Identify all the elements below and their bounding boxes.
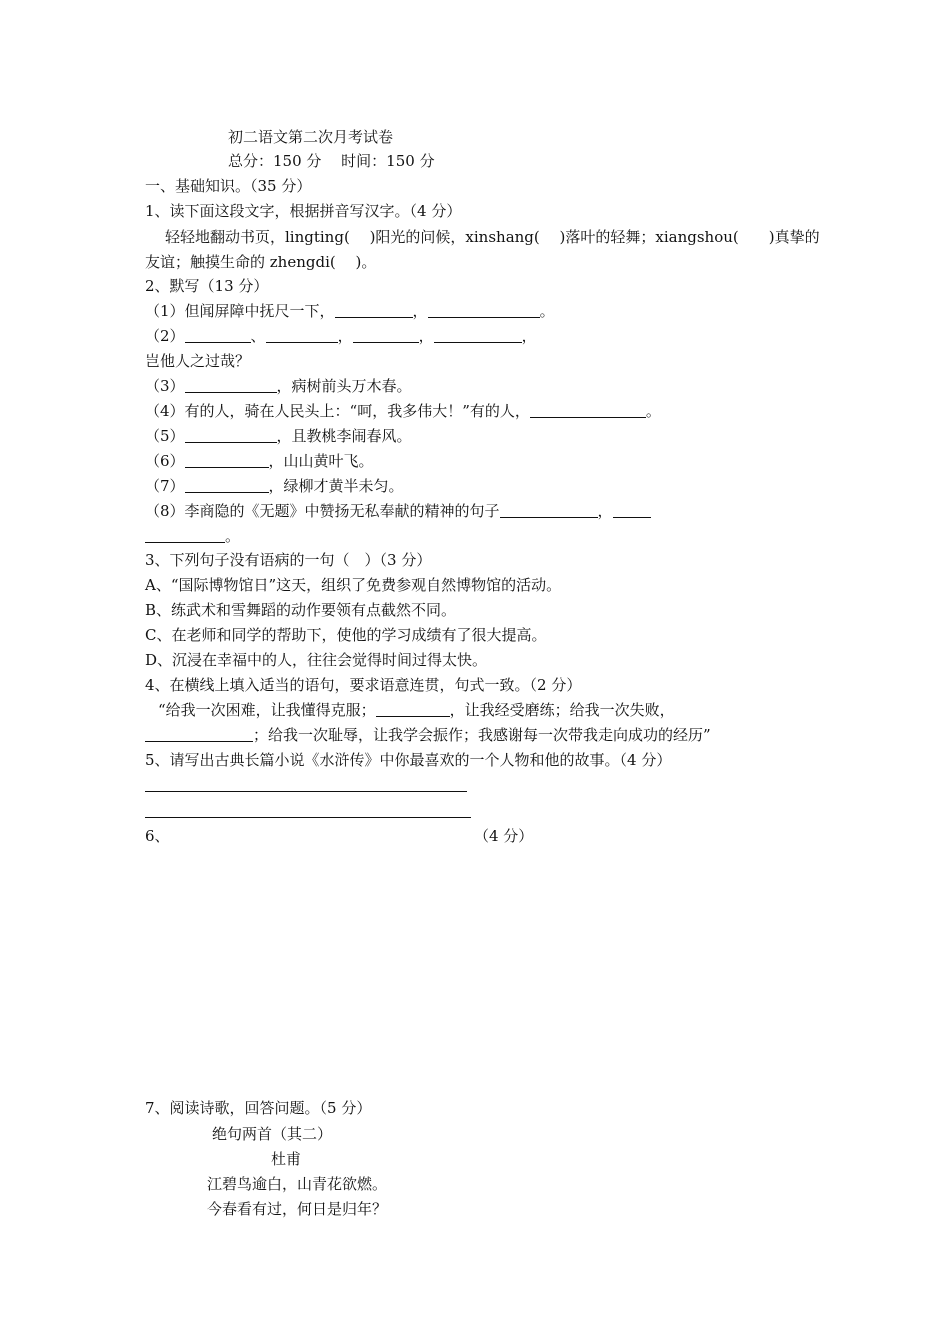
period: 。 xyxy=(225,527,241,545)
q2-item-5 xyxy=(145,426,412,446)
poem-verse-2: 今春看有过，何日是归年？ xyxy=(207,1200,388,1218)
section-1-heading: 一、基础知识。（35 分） xyxy=(145,177,312,195)
item-number: （6） xyxy=(145,452,185,470)
answer-blank[interactable] xyxy=(185,427,277,443)
q2-item-8-cont xyxy=(145,526,240,546)
item-text: （4）有的人，骑在人民头上：“呵，我多伟大！”有的人， xyxy=(145,402,530,420)
answer-blank[interactable] xyxy=(185,377,277,393)
q1-text-line2: 友谊；触摸生命的 zhengdi( )。 xyxy=(145,253,377,271)
answer-blank[interactable] xyxy=(376,701,450,717)
item-text: ，山山黄叶飞。 xyxy=(268,452,374,470)
q2-item-3 xyxy=(145,376,412,396)
q4-heading: 4、在横线上填入适当的语句，要求语意连贯，句式一致。（2 分） xyxy=(145,676,582,694)
q2-heading: 2、默写（13 分） xyxy=(145,277,269,295)
exam-meta: 总分：150 分 时间：150 分 xyxy=(228,152,435,170)
q2-item-2-text: （2） xyxy=(145,327,185,345)
q6-score: （4 分） xyxy=(474,827,534,845)
comma: ， xyxy=(418,327,434,345)
item-number: （3） xyxy=(145,377,185,395)
page-title: 初二语文第二次月考试卷 xyxy=(228,128,394,146)
item-text: ，绿柳才黄半未匀。 xyxy=(268,477,404,495)
answer-blank[interactable] xyxy=(428,302,540,318)
answer-line[interactable] xyxy=(145,791,467,792)
q4-line1 xyxy=(158,700,675,720)
comma: ， xyxy=(337,327,353,345)
q2-item-2 xyxy=(145,326,537,346)
poem-author: 杜甫 xyxy=(271,1150,302,1168)
q4-text: “给我一次困难，让我懂得克服； xyxy=(158,701,376,719)
q6-number: 6、 xyxy=(145,827,170,845)
item-text: （8）李商隐的《无题》中赞扬无私奉献的精神的句子 xyxy=(145,502,500,520)
q2-item-8 xyxy=(145,501,651,521)
q3-heading: 3、下列句子没有语病的一句（ ）（3 分） xyxy=(145,551,432,569)
q3-option-b: B、练武术和雪舞蹈的动作要领有点截然不同。 xyxy=(145,601,457,619)
q2-item-4 xyxy=(145,401,661,421)
q4-text: ，让我经受磨练；给我一次失败， xyxy=(449,701,675,719)
answer-line[interactable] xyxy=(145,817,471,818)
period: 。 xyxy=(645,402,661,420)
item-text: ，且教桃李闹春风。 xyxy=(276,427,412,445)
answer-blank[interactable] xyxy=(353,327,419,343)
q2-item-1-text: （1）但闻屏障中抚尺一下， xyxy=(145,302,335,320)
q5-heading: 5、请写出古典长篇小说《水浒传》中你最喜欢的一个人物和他的故事。（4 分） xyxy=(145,751,672,769)
q3-option-c: C、在老师和同学的帮助下，使他的学习成绩有了很大提高。 xyxy=(145,626,547,644)
answer-blank[interactable] xyxy=(185,452,269,468)
q2-item-2-cont: 岂他人之过哉？ xyxy=(145,352,251,370)
answer-blank[interactable] xyxy=(530,402,646,418)
q3-option-a: A、“国际博物馆日”这天，组织了免费参观自然博物馆的活动。 xyxy=(145,576,562,594)
q4-text: ；给我一次耻辱，让我学会振作；我感谢每一次带我走向成功的经历” xyxy=(253,726,711,744)
dun-mark: 、 xyxy=(250,327,266,345)
period: 。 xyxy=(539,302,555,320)
item-number: （7） xyxy=(145,477,185,495)
q2-item-7 xyxy=(145,476,404,496)
answer-blank[interactable] xyxy=(613,502,651,518)
q2-item-6 xyxy=(145,451,374,471)
q1-text-line1: 轻轻地翻动书页，lingting( )阳光的问候，xinshang( )落叶的轻舞；xiangshou( )真挚的 xyxy=(165,228,820,246)
comma: ， xyxy=(412,302,428,320)
item-number: （5） xyxy=(145,427,185,445)
comma: ， xyxy=(521,327,537,345)
q2-item-1 xyxy=(145,301,555,321)
item-text: ，病树前头万木春。 xyxy=(276,377,412,395)
answer-blank[interactable] xyxy=(434,327,522,343)
comma: ， xyxy=(597,502,613,520)
poem-title: 绝句两首（其二） xyxy=(212,1125,333,1143)
answer-blank[interactable] xyxy=(145,527,225,543)
answer-blank[interactable] xyxy=(500,502,598,518)
answer-blank[interactable] xyxy=(266,327,338,343)
answer-blank[interactable] xyxy=(185,477,269,493)
q1-heading: 1、读下面这段文字，根据拼音写汉字。（4 分） xyxy=(145,202,462,220)
answer-blank[interactable] xyxy=(185,327,251,343)
poem-verse-1: 江碧鸟逾白，山青花欲燃。 xyxy=(207,1175,388,1193)
q4-line2 xyxy=(145,725,711,745)
q7-heading: 7、阅读诗歌，回答问题。（5 分） xyxy=(145,1099,372,1117)
q3-option-d: D、沉浸在幸福中的人，往往会觉得时间过得太快。 xyxy=(145,651,488,669)
answer-blank[interactable] xyxy=(335,302,413,318)
answer-blank[interactable] xyxy=(145,726,253,742)
